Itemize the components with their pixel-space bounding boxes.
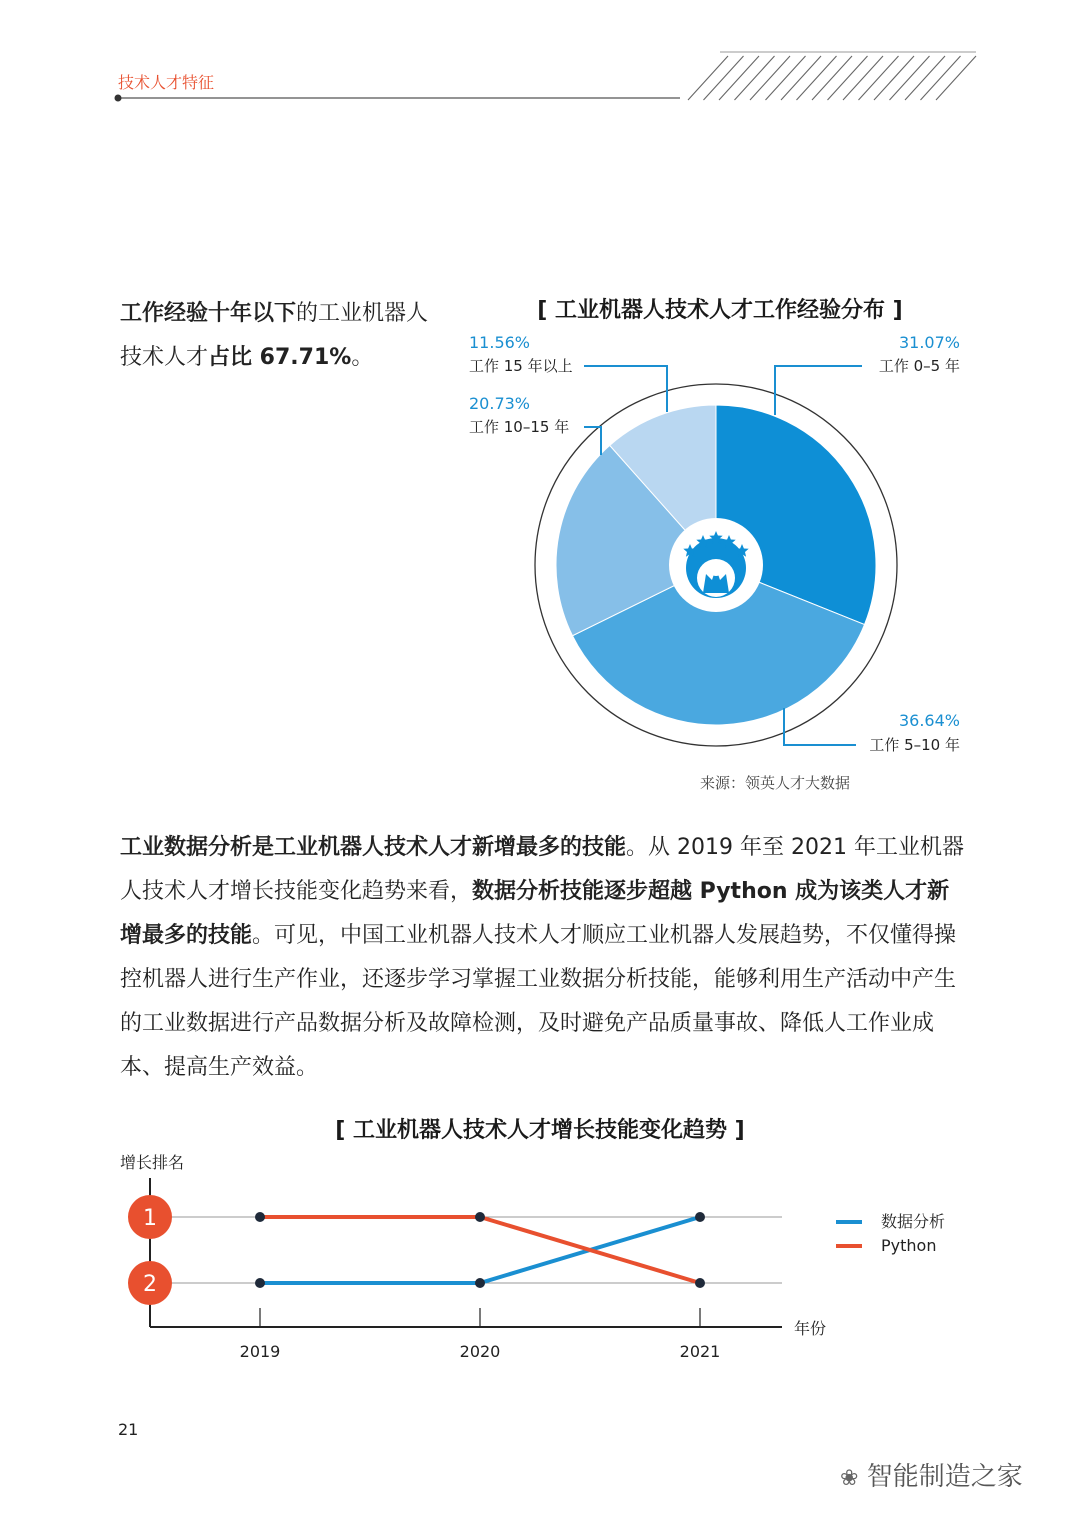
pie-pct-10-15: 20.73% [469, 394, 531, 413]
data-point [475, 1212, 485, 1222]
y-tick-label: 1 [143, 1206, 157, 1231]
intro-text-3: 。 [351, 345, 374, 370]
pie-chart-source: 来源：领英人才大数据 [700, 774, 851, 792]
series-line-1 [260, 1217, 700, 1283]
para-text-2: 。从 2019 年至 2021 年工业机器人技术人才增长技能变化趋势来看， [120, 835, 964, 904]
pie-label-10-15: 工作 10–15 年 [469, 418, 570, 436]
para-bold-1: 工业数据分析是工业机器人技术人才新增最多的技能 [120, 835, 627, 860]
pie-label-5-10: 工作 5–10 年 [869, 736, 960, 754]
watermark-text [840, 1456, 1023, 1493]
data-point [695, 1212, 705, 1222]
data-point [255, 1278, 265, 1288]
pie-pct-15plus: 11.56% [469, 333, 531, 352]
x-tick-label: 2019 [239, 1342, 281, 1361]
data-point [695, 1278, 705, 1288]
section-header-title: 技术人才特征 [118, 73, 215, 92]
pie-chart-title: [ 工业机器人技术人才工作经验分布 ] [537, 298, 903, 323]
series-line-0 [260, 1217, 700, 1283]
para-text-3: 。可见，中国工业机器人技术人才顺应工业机器人发展趋势，不仅懂得操控机器人进行生产作业，还逐步学习掌握工业数据分析技能，能够利用生产活动中产生的工业数据进行产品数据分析及故障检测，及时避免产品质量事故、降低人工作业成本、提高生产效益。 [120, 923, 957, 1080]
data-point [255, 1212, 265, 1222]
pie-pct-5-10: 36.64% [898, 711, 960, 730]
legend-label-1: Python [881, 1236, 937, 1255]
intro-bold-1: 工作经验十年以下 [120, 301, 297, 326]
line-chart-title: [ 工业机器人技术人才增长技能变化趋势 ] [335, 1118, 745, 1143]
x-tick-label: 2020 [459, 1342, 501, 1361]
pie-label-0-5: 工作 0–5 年 [878, 357, 960, 375]
x-axis-label: 年份 [794, 1319, 827, 1338]
pie-pct-0-5: 31.07% [898, 333, 960, 352]
legend-label-0: 数据分析 [881, 1212, 946, 1231]
para-bold-2: 数据分析技能逐步超越 Python 成为该类人才新增最多的技能 [120, 879, 950, 948]
page-number: 21 [118, 1420, 139, 1439]
pie-label-15plus: 工作 15 年以上 [469, 357, 573, 375]
intro-text-2: 的工业机器人技术人才 [120, 301, 429, 370]
data-point [475, 1278, 485, 1288]
watermark-label: 智能制造之家 [866, 1462, 1023, 1492]
wechat-icon: ❀ [840, 1466, 859, 1491]
y-tick-label: 2 [143, 1272, 157, 1297]
x-tick-label: 2021 [679, 1342, 721, 1361]
intro-bold-2: 占比 67.71% [208, 345, 352, 370]
y-axis-label: 增长排名 [120, 1153, 185, 1172]
